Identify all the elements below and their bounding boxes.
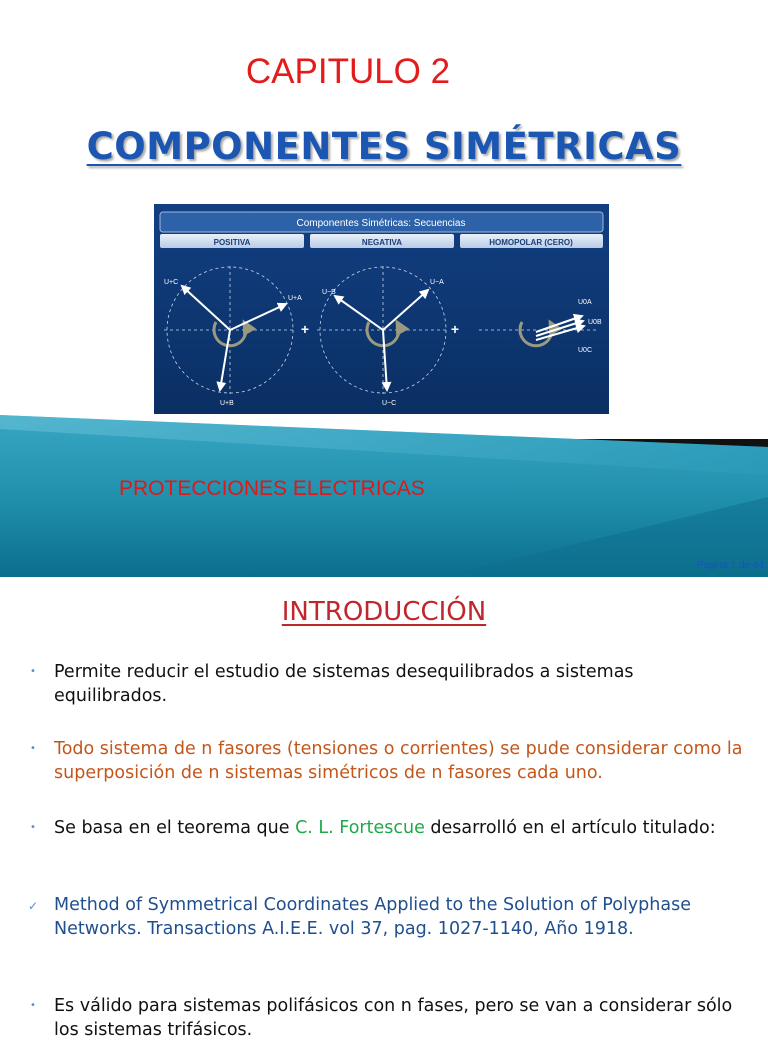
bullet-text: Method of Symmetrical Coordinates Applied to the Solution of Polyphase Networks. Transactions A.I.E.E. vol 37, pag. 1027-1140, Año 1918. [54,895,691,939]
bullet-dot-icon: • [30,743,36,754]
plus-operator-2: + [450,321,460,337]
label-u-minus-c: U−C [382,400,397,407]
bullet-item [30,816,744,840]
checkmark-icon: ✓ [28,899,39,913]
bullet-item [30,737,744,785]
label-u-plus-c: U+C [164,279,179,286]
plus-operator-1: + [300,321,310,337]
label-u-zero-b: U0B [588,319,602,326]
label-u-minus-a: U−A [430,279,444,286]
symmetrical-components-diagram [154,204,609,414]
section-heading: INTRODUCCIÓN [281,597,487,627]
tab-homopolar-label: HOMOPOLAR (CERO) [489,238,573,247]
label-u-zero-c: U0C [578,347,593,354]
chapter-title: CAPITULO 2 [245,52,451,91]
label-u-minus-b: U−B [322,289,336,296]
bullet-text-before: Se basa en el teorema que [54,818,296,838]
bullet-item [28,893,744,941]
tab-positiva-label: POSITIVA [213,238,251,247]
label-u-zero-a: U0A [578,299,592,306]
bullet-item [30,994,744,1042]
tab-negativa-label: NEGATIVA [361,238,403,247]
label-u-plus-b: U+B [220,400,234,407]
bullet-dot-icon: • [30,666,36,677]
author-highlight: C. L. Fortescue [295,818,425,838]
page-number: Pagina 1 de 64 [696,560,764,571]
main-title: COMPONENTES SIMÉTRICAS [86,125,682,168]
bullet-item [30,660,744,708]
bullet-dot-icon: • [30,1000,36,1011]
bullet-dot-icon: • [30,822,36,833]
slide-introduction [0,577,768,1040]
bullet-text: Permite reducir el estudio de sistemas desequilibrados a sistemas equilibrados. [54,662,634,706]
bullet-text-after: desarrolló en el artículo titulado: [424,818,716,838]
bullet-text: Todo sistema de n fasores (tensiones o corrientes) se pude considerar como la superposición de n sistemas simétricos de n fasores cada uno. [54,739,743,783]
bullet-text: Es válido para sistemas polifásicos con n fases, pero se van a considerar sólo los sistemas trifásicos. [54,996,733,1040]
diagram-header: Componentes Simétricas: Secuencias [296,218,466,229]
subtitle: PROTECCIONES ELECTRICAS [119,477,425,500]
label-u-plus-a: U+A [288,295,302,302]
